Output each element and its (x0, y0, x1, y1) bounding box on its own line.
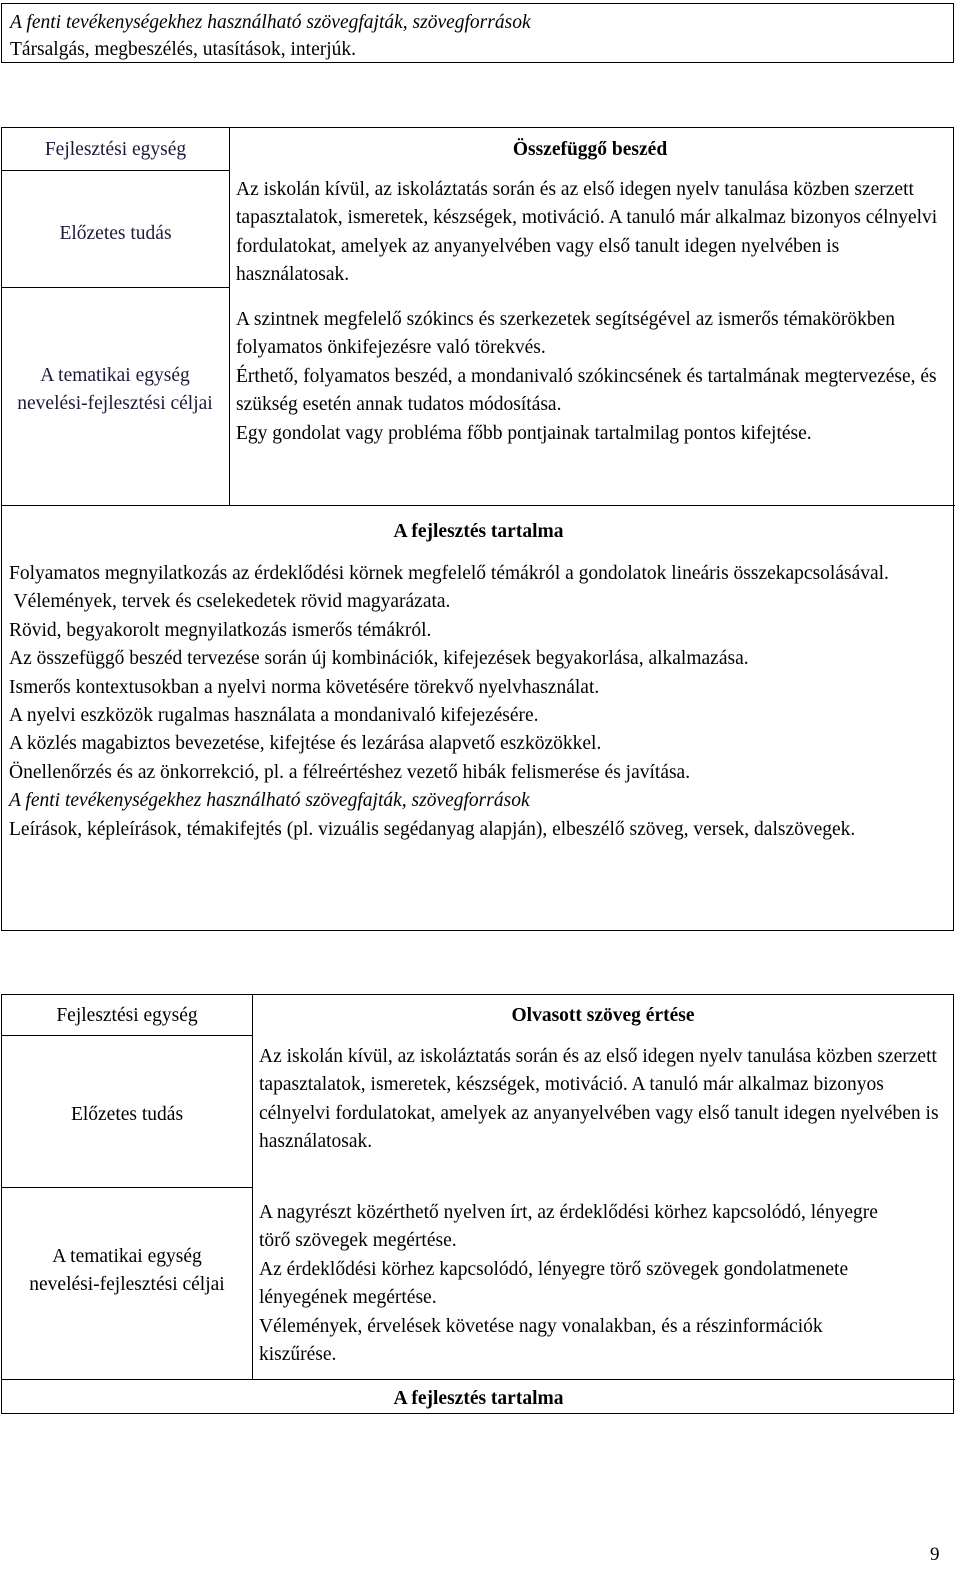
table-2-goal-3: Vélemények, érvelések követése nagy vonalakban, és a részinformációk kiszűrése. (259, 1315, 823, 1366)
table-1-prior-label: Előzetes tudás (59, 223, 172, 244)
table-2 (1, 994, 954, 1414)
table-1-content-line-7: A közlés magabiztos bevezetése, kifejtése és lezárása alapvető eszközökkel. (9, 733, 602, 755)
table-2-goals (259, 1199, 904, 1369)
table-1-content-line-3: Rövid, begyakorolt megnyilatkozás ismerős témákról. (9, 619, 432, 641)
table-1-unit-value: Összefüggő beszéd (512, 139, 668, 160)
table-2-prior-label: Előzetes tudás (70, 1104, 184, 1125)
table-2-prior-text: Az iskolán kívül, az iskoláztatás során és az első idegen nyelv tanulása közben szerzett tapasztalatok, ismeretek, készségek, motiváció. A tanuló már alkalmaz bizonyos célnyelvi fordulatokat, amelyek az anyanyelvében vagy első tanult idegen nyelvében is használatosak. (259, 1046, 939, 1153)
table-1-sources-heading: A fenti tevékenységekhez használható szövegfajták, szövegforrások (9, 790, 530, 812)
table-1-content-line-8: Önellenőrzés és az önkorrekció, pl. a félreértéshez vezető hibák felismerése és javítása. (9, 761, 691, 783)
table-1-prior-text: Az iskolán kívül, az iskoláztatás során és az első idegen nyelv tanulása közben szerzett tapasztalatok, ismeretek, készségek, motiváció. A tanuló már alkalmaz bizonyos célnyelvi fordulatokat, amelyek az anyanyelvében vagy első tanult idegen nyelvében is használatosak. (236, 179, 938, 286)
table-2-row-divider-3 (2, 1379, 955, 1380)
table-1-row-divider-2 (2, 287, 229, 288)
table-1-goal-1: A szintnek megfelelő szókincs és szerkezetek segítségével az ismerős témakörökben folyamatos önkifejezésre való törekvés. (236, 309, 895, 359)
table-1-content-line-6: A nyelvi eszközök rugalmas használata a mondanivaló kifejezésére. (9, 705, 539, 727)
table-2-row-divider-1 (2, 1035, 252, 1036)
top-box-heading: A fenti tevékenységekhez használható szövegfajták, szövegforrások (10, 12, 531, 33)
table-1-content-line-4: Az összefüggő beszéd tervezése során új kombinációk, kifejezések begyakorlása, alkalmazása. (9, 648, 749, 670)
table-2-goal-2: Az érdeklődési körhez kapcsolódó, lényegre törő szövegek gondolatmenete lényegének megértése. (259, 1258, 849, 1309)
table-2-row-divider-2 (2, 1187, 252, 1188)
table-2-col-divider (252, 995, 253, 1379)
table-2-content-heading: A fejlesztés tartalma (393, 1388, 564, 1409)
table-1-goal-2: Érthető, folyamatos beszéd, a mondanivaló szókincsének és tartalmának megtervezése, és szükség esetén annak tudatos módosítása. (236, 365, 937, 416)
table-2-goals-label: A tematikai egység nevelési-fejlesztési céljai (29, 1246, 225, 1296)
table-1-col-divider (229, 128, 230, 505)
table-1-goals (236, 306, 948, 448)
table-2-goal-1: A nagyrészt közérthető nyelven írt, az érdeklődési körhez kapcsolódó, lényegre törő szövegek megértése. (259, 1202, 878, 1252)
table-1-content-line-1: Folyamatos megnyilatkozás az érdeklődési körnek megfelelő témákról a gondolatok lineáris összekapcsolásával. (9, 563, 889, 584)
table-1-goal-3: Egy gondolat vagy probléma főbb pontjainak tartalmilag pontos kifejtése. (236, 422, 812, 444)
top-box (1, 3, 954, 63)
table-1-row-divider-3 (2, 505, 955, 506)
table-2-unit-value: Olvasott szöveg értése (511, 1005, 695, 1026)
table-1 (1, 127, 954, 931)
table-1-content-line-5: Ismerős kontextusokban a nyelvi norma követésére törekvő nyelvhasználat. (9, 676, 600, 698)
table-1-content-line-2: Vélemények, tervek és cselekedetek rövid magyarázata. (9, 591, 451, 613)
table-1-content (9, 560, 939, 844)
page-number: 9 (930, 1544, 940, 1565)
table-1-content-heading: A fejlesztés tartalma (393, 521, 564, 542)
table-1-sources-text: Leírások, képleírások, témakifejtés (pl. vizuális segédanyag alapján), elbeszélő szöveg, versek, dalszövegek. (9, 818, 856, 840)
table-1-row-divider-1 (2, 170, 229, 171)
top-box-text: Társalgás, megbeszélés, utasítások, interjúk. (10, 39, 357, 60)
table-2-unit-label: Fejlesztési egység (56, 1005, 198, 1026)
table-1-goals-label: A tematikai egység nevelési-fejlesztési céljai (17, 365, 213, 415)
table-1-unit-label: Fejlesztési egység (44, 139, 187, 160)
